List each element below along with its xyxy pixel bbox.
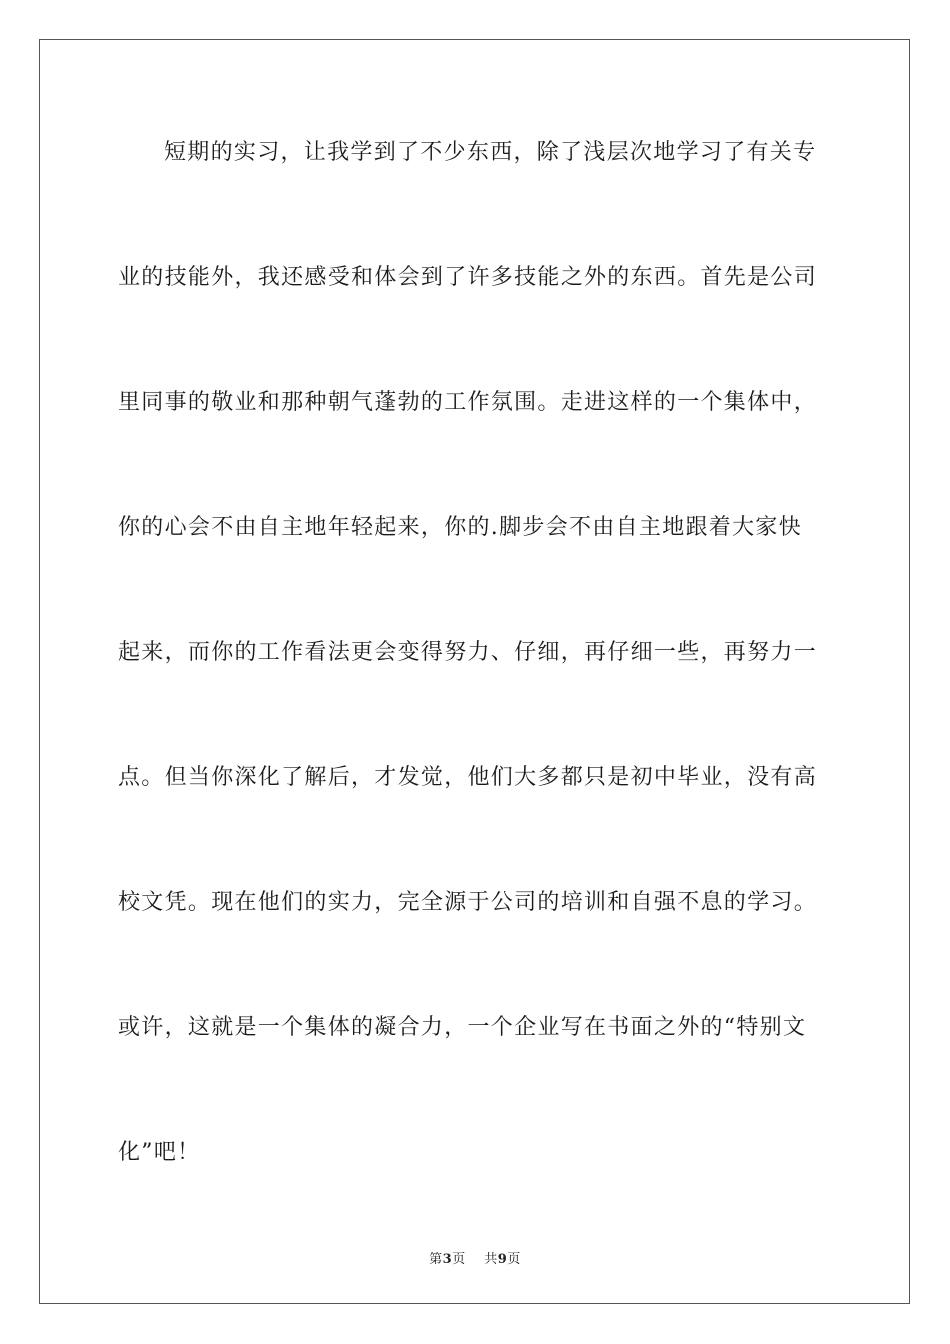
total-suffix: 页 [507, 1252, 521, 1267]
text-line: 起来，而你的工作看法更会变得努力、仔细，再仔细一些，再努力一 [118, 640, 818, 665]
total-prefix: 共 [484, 1252, 498, 1267]
page-prefix: 第 [429, 1252, 443, 1267]
body-paragraph [118, 128, 832, 1253]
text-line: 短期的实习，让我学到了不少东西，除了浅层次地学习了有关专 [164, 140, 817, 165]
text-line: 化”吧！ [118, 1140, 201, 1165]
text-line: 点。但当你深化了解后，才发觉，他们大多都只是初中毕业，没有高 [118, 765, 818, 790]
text-line: 你的心会不由自主地年轻起来，你的.脚步会不由自主地跟着大家快 [118, 515, 802, 540]
page-suffix: 页 [452, 1252, 466, 1267]
text-line: 业的技能外，我还感受和体会到了许多技能之外的东西。首先是公司 [118, 265, 818, 290]
text-line: 或许，这就是一个集体的凝合力，一个企业写在书面之外的“特别文 [118, 1015, 807, 1040]
total-page-count: 9 [497, 1252, 508, 1267]
page-footer [0, 1248, 950, 1267]
text-line: 里同事的敬业和那种朝气蓬勃的工作氛围。走进这样的一个集体中， [118, 390, 818, 415]
current-page-number: 3 [442, 1252, 453, 1267]
text-line: 校文凭。现在他们的实力，完全源于公司的培训和自强不息的学习。 [118, 890, 818, 915]
